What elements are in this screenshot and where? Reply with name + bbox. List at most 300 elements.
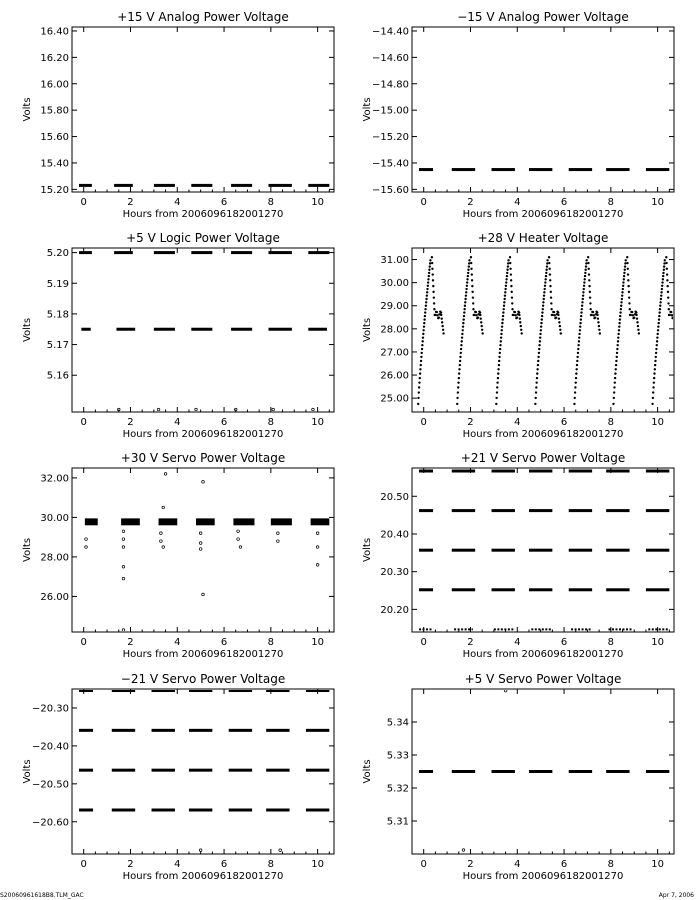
series-level-3-segment [266,769,289,772]
heater-point [427,285,429,287]
heater-point [581,305,583,307]
heater-point [497,368,499,370]
series-level-segment [308,184,329,187]
chart-title: +15 V Analog Power Voltage [117,10,289,24]
heater-point [460,352,462,354]
heater-point [417,403,419,405]
heater-point [669,314,671,316]
x-tick-label: 4 [174,859,181,870]
heater-point [632,314,634,316]
heater-point [677,332,679,334]
series-outliers-point [122,530,125,533]
heater-point [504,294,506,296]
heater-point [544,281,546,283]
chart-panel-6 [362,451,674,660]
x-tick-label: 6 [220,859,228,870]
x-tick-label: 6 [560,859,568,870]
heater-point [620,308,622,310]
heater-point [584,269,586,271]
x-tick-label: 6 [560,637,568,648]
heater-point [436,314,438,316]
data-area [417,256,680,413]
heater-point [664,259,666,261]
heater-point [420,364,422,366]
heater-point [424,315,426,317]
heater-point [652,386,654,388]
data-area [419,168,669,171]
heater-point [541,311,543,313]
series-level-segment [114,184,133,187]
series-level-1-segment [452,470,475,473]
heater-point [587,262,589,264]
heater-point [618,322,620,324]
heater-point [441,325,443,327]
heater-point [481,329,483,331]
series-level-4-segment [266,809,289,812]
heater-point [589,291,591,293]
heater-point [463,311,465,313]
heater-point [499,348,501,350]
heater-point [497,372,499,374]
series-level-3-segment [492,549,515,552]
series-outliers-point [199,532,202,535]
heater-point [546,259,548,261]
heater-point [666,273,668,275]
heater-point [421,352,423,354]
heater-point [615,368,617,370]
series-main-band [233,518,254,525]
heater-point [423,318,425,320]
series-level-segment [646,168,669,171]
heater-point [441,317,443,319]
x-tick-label: 10 [311,637,324,648]
series-level-4-segment [189,809,212,812]
x-tick-label: 4 [174,417,181,428]
heater-point [624,269,626,271]
heater-point [624,265,626,267]
heater-point [627,273,629,275]
series-level-2-segment [529,509,552,512]
heater-point [589,308,591,310]
heater-point [431,262,433,264]
heater-point [575,368,577,370]
heater-point [661,288,663,290]
y-tick-label: 28.00 [40,552,69,564]
series-outliers-point [202,593,205,596]
chart-panel-4 [362,231,679,440]
heater-point [663,262,665,264]
series-outliers-point [162,506,165,509]
y-tick-label: 26.00 [380,370,409,382]
y-tick-label: 15.80 [40,105,69,117]
heater-point [585,262,587,264]
heater-point [441,321,443,323]
heater-point [465,291,467,293]
heater-point [431,256,433,258]
series-main-band [159,518,178,525]
heater-point [419,372,421,374]
heater-point [432,279,434,281]
heater-point [619,318,621,320]
heater-point [581,301,583,303]
heater-point [628,291,630,293]
heater-point [511,291,513,293]
heater-point [498,356,500,358]
heater-point [576,360,578,362]
heater-point [503,298,505,300]
heater-point [599,332,601,334]
heater-point [593,314,595,316]
heater-point [500,333,502,335]
series-level-4-segment [452,588,475,591]
heater-point [559,329,561,331]
heater-point [458,368,460,370]
heater-point [538,348,540,350]
heater-point [583,288,585,290]
heater-point [617,333,619,335]
series-outliers-point [85,546,88,549]
chart-panel-2 [362,10,674,220]
heater-point [613,386,615,388]
heater-point [651,403,653,405]
heater-point [495,397,497,399]
heater-point [536,368,538,370]
heater-point [660,291,662,293]
y-tick-label: 5.16 [46,370,69,382]
footer-date: Apr 7, 2006 [658,892,694,899]
heater-point [539,333,541,335]
heater-point [637,325,639,327]
heater-point [657,333,659,335]
heater-point [432,291,434,293]
heater-point [440,311,442,313]
x-tick-label: 0 [420,197,427,208]
heater-point [551,314,553,316]
heater-point [511,302,513,304]
heater-point [428,269,430,271]
series-level-segment [79,184,92,187]
heater-point [433,302,435,304]
series-level-1-segment [419,470,433,473]
y-tick-label: 16.00 [40,79,69,91]
x-tick-label: 2 [467,859,474,870]
data-area [419,470,669,630]
heater-point [627,285,629,287]
heater-point [427,281,429,283]
heater-point [538,344,540,346]
heater-point [615,364,617,366]
series-level-segment [492,770,515,773]
heater-point [470,262,472,264]
heater-point [498,364,500,366]
heater-point [520,325,522,327]
heater-point [616,352,618,354]
heater-point [630,314,632,316]
series-level-segment [269,184,292,187]
heater-point [499,352,501,354]
heater-point [620,305,622,307]
x-tick-label: 6 [560,417,568,428]
x-tick-label: 8 [267,859,275,870]
series-level-segment [529,168,552,171]
series-level-3-segment [529,549,552,552]
series-main-band [85,518,98,525]
series-level-2-segment [152,729,175,732]
heater-point [588,268,590,270]
heater-point [666,279,668,281]
x-tick-label: 0 [420,417,427,428]
heater-point [462,322,464,324]
heater-point [629,308,631,310]
heater-point [506,272,508,274]
y-tick-label: −15.00 [371,105,409,117]
x-tick-label: 0 [80,197,87,208]
heater-point [587,256,589,258]
heater-point [675,317,677,319]
series-level-1-segment [646,470,669,473]
series-outliers-point [122,629,125,632]
y-tick-label: 15.60 [40,132,69,144]
heater-point [419,377,421,379]
series-level-3-segment [79,769,93,772]
series-outliers-point [199,849,202,852]
heater-point [465,294,467,296]
heater-point [582,298,584,300]
x-tick-label: 8 [607,417,615,428]
y-tick-label: 26.00 [40,591,69,603]
heater-point [671,314,673,316]
series-main-band [271,518,292,525]
heater-point [503,301,505,303]
heater-point [467,275,469,277]
x-axis-label: Hours from 2006096182001270 [462,649,624,660]
heater-point [461,336,463,338]
heater-point [417,397,419,399]
series-low-point [195,408,198,411]
heater-point [459,364,461,366]
heater-point [470,268,472,270]
heater-point [578,333,580,335]
series-level-segment [569,770,592,773]
heater-point [420,360,422,362]
series-level-segment [154,184,175,187]
y-tick-label: −14.60 [371,52,409,64]
x-tick-label: 0 [80,417,87,428]
heater-point [481,332,483,334]
heater-point [578,336,580,338]
heater-point [674,311,676,313]
series-level-1-segment [492,470,515,473]
series-level-segment [492,168,515,171]
chart-title: +28 V Heater Voltage [477,231,609,245]
heater-point [576,356,578,358]
heater-point [518,311,520,313]
series-level-segment [452,770,475,773]
y-axis-label: Volts [22,97,33,122]
series-level-segment [452,168,475,171]
series-high-segment [308,251,329,254]
heater-point [548,268,550,270]
heater-point [423,325,425,327]
heater-point [514,314,516,316]
heater-point [638,332,640,334]
heater-point [544,285,546,287]
heater-point [479,314,481,316]
y-tick-label: −15.20 [371,132,409,144]
heater-point [617,340,619,342]
series-level-2-segment [79,729,93,732]
heater-point [653,381,655,383]
heater-point [429,262,431,264]
x-tick-label: 2 [467,417,474,428]
heater-point [459,360,461,362]
x-tick-label: 4 [174,197,181,208]
y-axis-label: Volts [362,97,373,122]
heater-point [654,368,656,370]
series-level-4-segment [492,588,515,591]
heater-point [656,336,658,338]
series-outliers-point [239,546,242,549]
series-outliers-point [316,564,319,567]
series-outliers-point [277,540,280,543]
series-level-1-segment [529,470,552,473]
heater-point [558,321,560,323]
series-outliers-point [85,538,88,541]
x-tick-label: 2 [127,637,134,648]
series-level-segment [419,770,433,773]
series-level-3-segment [606,549,629,552]
chart-title: −15 V Analog Power Voltage [457,10,629,24]
heater-point [462,325,464,327]
series-high-segment [114,251,133,254]
series-level-3-segment [569,549,592,552]
chart-title: +21 V Servo Power Voltage [460,451,626,465]
heater-point [545,269,547,271]
heater-point [440,314,442,316]
heater-point [519,317,521,319]
heater-point [633,316,635,318]
y-tick-label: 5.19 [46,278,69,290]
heater-point [456,403,458,405]
y-tick-label: 28.00 [380,324,409,336]
heater-point [538,352,540,354]
heater-point [442,332,444,334]
y-axis-label: Volts [22,759,33,784]
heater-point [507,262,509,264]
heater-point [635,314,637,316]
y-tick-label: 30.00 [40,512,69,524]
x-tick-label: 8 [267,197,275,208]
heater-point [676,325,678,327]
y-tick-label: 32.00 [40,473,69,485]
series-low-point [272,408,275,411]
x-tick-label: 8 [267,417,275,428]
heater-point [546,262,548,264]
heater-point [549,285,551,287]
series-level-4-segment [229,809,252,812]
heater-point [432,285,434,287]
heater-point [661,285,663,287]
heater-point [657,329,659,331]
series-level-4-segment [569,588,592,591]
heater-point [471,291,473,293]
y-tick-label: 20.20 [380,604,409,616]
heater-point [518,314,520,316]
series-level-3-segment [229,769,252,772]
heater-point [548,256,550,258]
series-level-1-segment [606,470,629,473]
heater-point [576,364,578,366]
series-level-2-segment [189,729,212,732]
heater-point [541,318,543,320]
heater-point [615,360,617,362]
series-outliers-point [202,481,205,484]
heater-point [425,298,427,300]
heater-point [655,348,657,350]
heater-point [581,308,583,310]
heater-point [613,397,615,399]
heater-point [621,294,623,296]
heater-point [665,256,667,258]
series-mid-segment [191,328,212,331]
series-level-2-segment [419,509,433,512]
heater-point [670,311,672,313]
heater-point [585,265,587,267]
heater-point [420,356,422,358]
heater-point [619,315,621,317]
heater-point [543,291,545,293]
heater-point [620,301,622,303]
heater-point [659,301,661,303]
x-axis-label: Hours from 2006096182001270 [462,871,624,882]
series-level-4-segment [606,588,629,591]
heater-point [466,285,468,287]
y-tick-label: 5.32 [386,783,409,795]
series-level-3-segment [152,769,175,772]
heater-point [666,268,668,270]
heater-point [662,275,664,277]
series-outliers-point [164,473,167,476]
x-tick-label: 6 [220,197,228,208]
series-high-segment [231,251,252,254]
series-outliers-point [199,548,202,551]
heater-point [626,262,628,264]
heater-point [626,256,628,258]
heater-point [509,268,511,270]
heater-point [461,333,463,335]
heater-point [659,305,661,307]
heater-point [496,386,498,388]
heater-point [464,305,466,307]
heater-point [625,259,627,261]
x-tick-label: 4 [514,637,521,648]
plot-frame [72,468,334,632]
heater-point [457,381,459,383]
heater-point [621,298,623,300]
heater-point [557,314,559,316]
heater-point [676,329,678,331]
heater-point [543,294,545,296]
chart-panel-1 [22,10,334,220]
heater-point [460,344,462,346]
chart-panel-3 [22,231,334,440]
heater-point [675,321,677,323]
y-tick-label: 5.33 [386,750,409,762]
heater-point [550,308,552,310]
heater-point [505,281,507,283]
y-tick-label: 15.40 [40,158,69,170]
x-tick-label: 2 [467,637,474,648]
